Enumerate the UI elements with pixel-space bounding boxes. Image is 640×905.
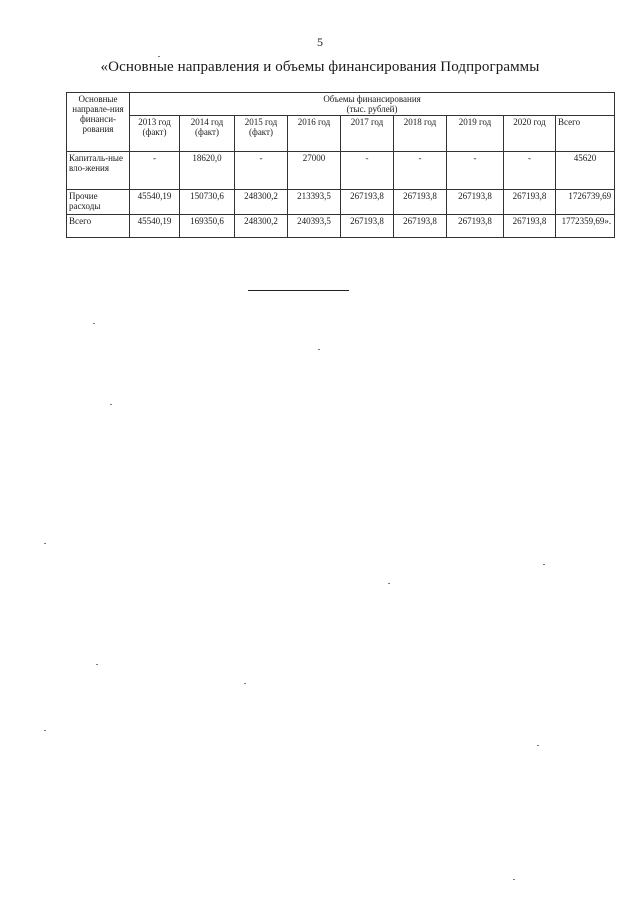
row-label: Капиталь-ные вло-жения: [67, 152, 130, 190]
table-cell: 27000: [288, 152, 341, 190]
year-header: 2019 год: [447, 116, 504, 152]
table-cell: 267193,8: [394, 190, 447, 215]
year-header: 2014 год (факт): [180, 116, 235, 152]
year-header: 2015 год (факт): [235, 116, 288, 152]
corner-header-cell: Основные направле-ния финанси-рования: [67, 93, 130, 152]
table-cell: -: [394, 152, 447, 190]
table-row: [67, 215, 615, 238]
table-cell: 45620: [556, 152, 615, 190]
table-header-row: [67, 93, 615, 116]
scan-speck: [158, 56, 160, 57]
scan-speck: [110, 404, 112, 405]
table-row: [67, 190, 615, 215]
table-cell: 267193,8: [447, 215, 504, 238]
closing-rule: [248, 290, 349, 291]
table-cell: 169350,6: [180, 215, 235, 238]
scan-speck: [537, 745, 539, 746]
row-label: Всего: [67, 215, 130, 238]
table-row: [67, 152, 615, 190]
group-header: Объемы финансирования: [323, 94, 421, 104]
year-header-row: [67, 116, 615, 152]
table-cell: 1772359,69».: [556, 215, 615, 238]
table-cell: 18620,0: [180, 152, 235, 190]
financing-table: [66, 92, 615, 238]
table-cell: 267193,8: [341, 190, 394, 215]
scan-speck: [513, 879, 515, 880]
table-cell: 267193,8: [504, 190, 556, 215]
scan-speck: [93, 323, 95, 324]
table-cell: 213393,5: [288, 190, 341, 215]
table-cell: -: [341, 152, 394, 190]
table-cell: -: [235, 152, 288, 190]
group-subheader: (тыс. рублей): [346, 104, 398, 114]
year-header: 2018 год: [394, 116, 447, 152]
table-cell: -: [504, 152, 556, 190]
table-cell: 267193,8: [341, 215, 394, 238]
table-cell: 248300,2: [235, 190, 288, 215]
year-header: 2020 год: [504, 116, 556, 152]
year-header: 2017 год: [341, 116, 394, 152]
year-header: 2016 год: [288, 116, 341, 152]
page-number: 5: [317, 35, 323, 49]
table-cell: -: [447, 152, 504, 190]
table-cell: -: [130, 152, 180, 190]
scan-speck: [96, 664, 98, 665]
table-cell: 267193,8: [447, 190, 504, 215]
scan-speck: [543, 564, 545, 565]
table-cell: 267193,8: [504, 215, 556, 238]
table-cell: 267193,8: [394, 215, 447, 238]
table-cell: 45540,19: [130, 190, 180, 215]
scan-speck: [318, 349, 320, 350]
scan-speck: [44, 543, 46, 544]
row-label: Прочие расходы: [67, 190, 130, 215]
table-cell: 45540,19: [130, 215, 180, 238]
document-title: «Основные направления и объемы финансирования Подпрограммы: [100, 59, 540, 75]
table-cell: 1726739,69: [556, 190, 615, 215]
total-header: Всего: [556, 116, 615, 152]
table-cell: 150730,6: [180, 190, 235, 215]
table-cell: 248300,2: [235, 215, 288, 238]
year-header: 2013 год (факт): [130, 116, 180, 152]
table-cell: 240393,5: [288, 215, 341, 238]
group-header-cell: [130, 93, 615, 116]
scan-speck: [244, 683, 246, 684]
scan-speck: [44, 730, 46, 731]
scan-speck: [388, 583, 390, 584]
